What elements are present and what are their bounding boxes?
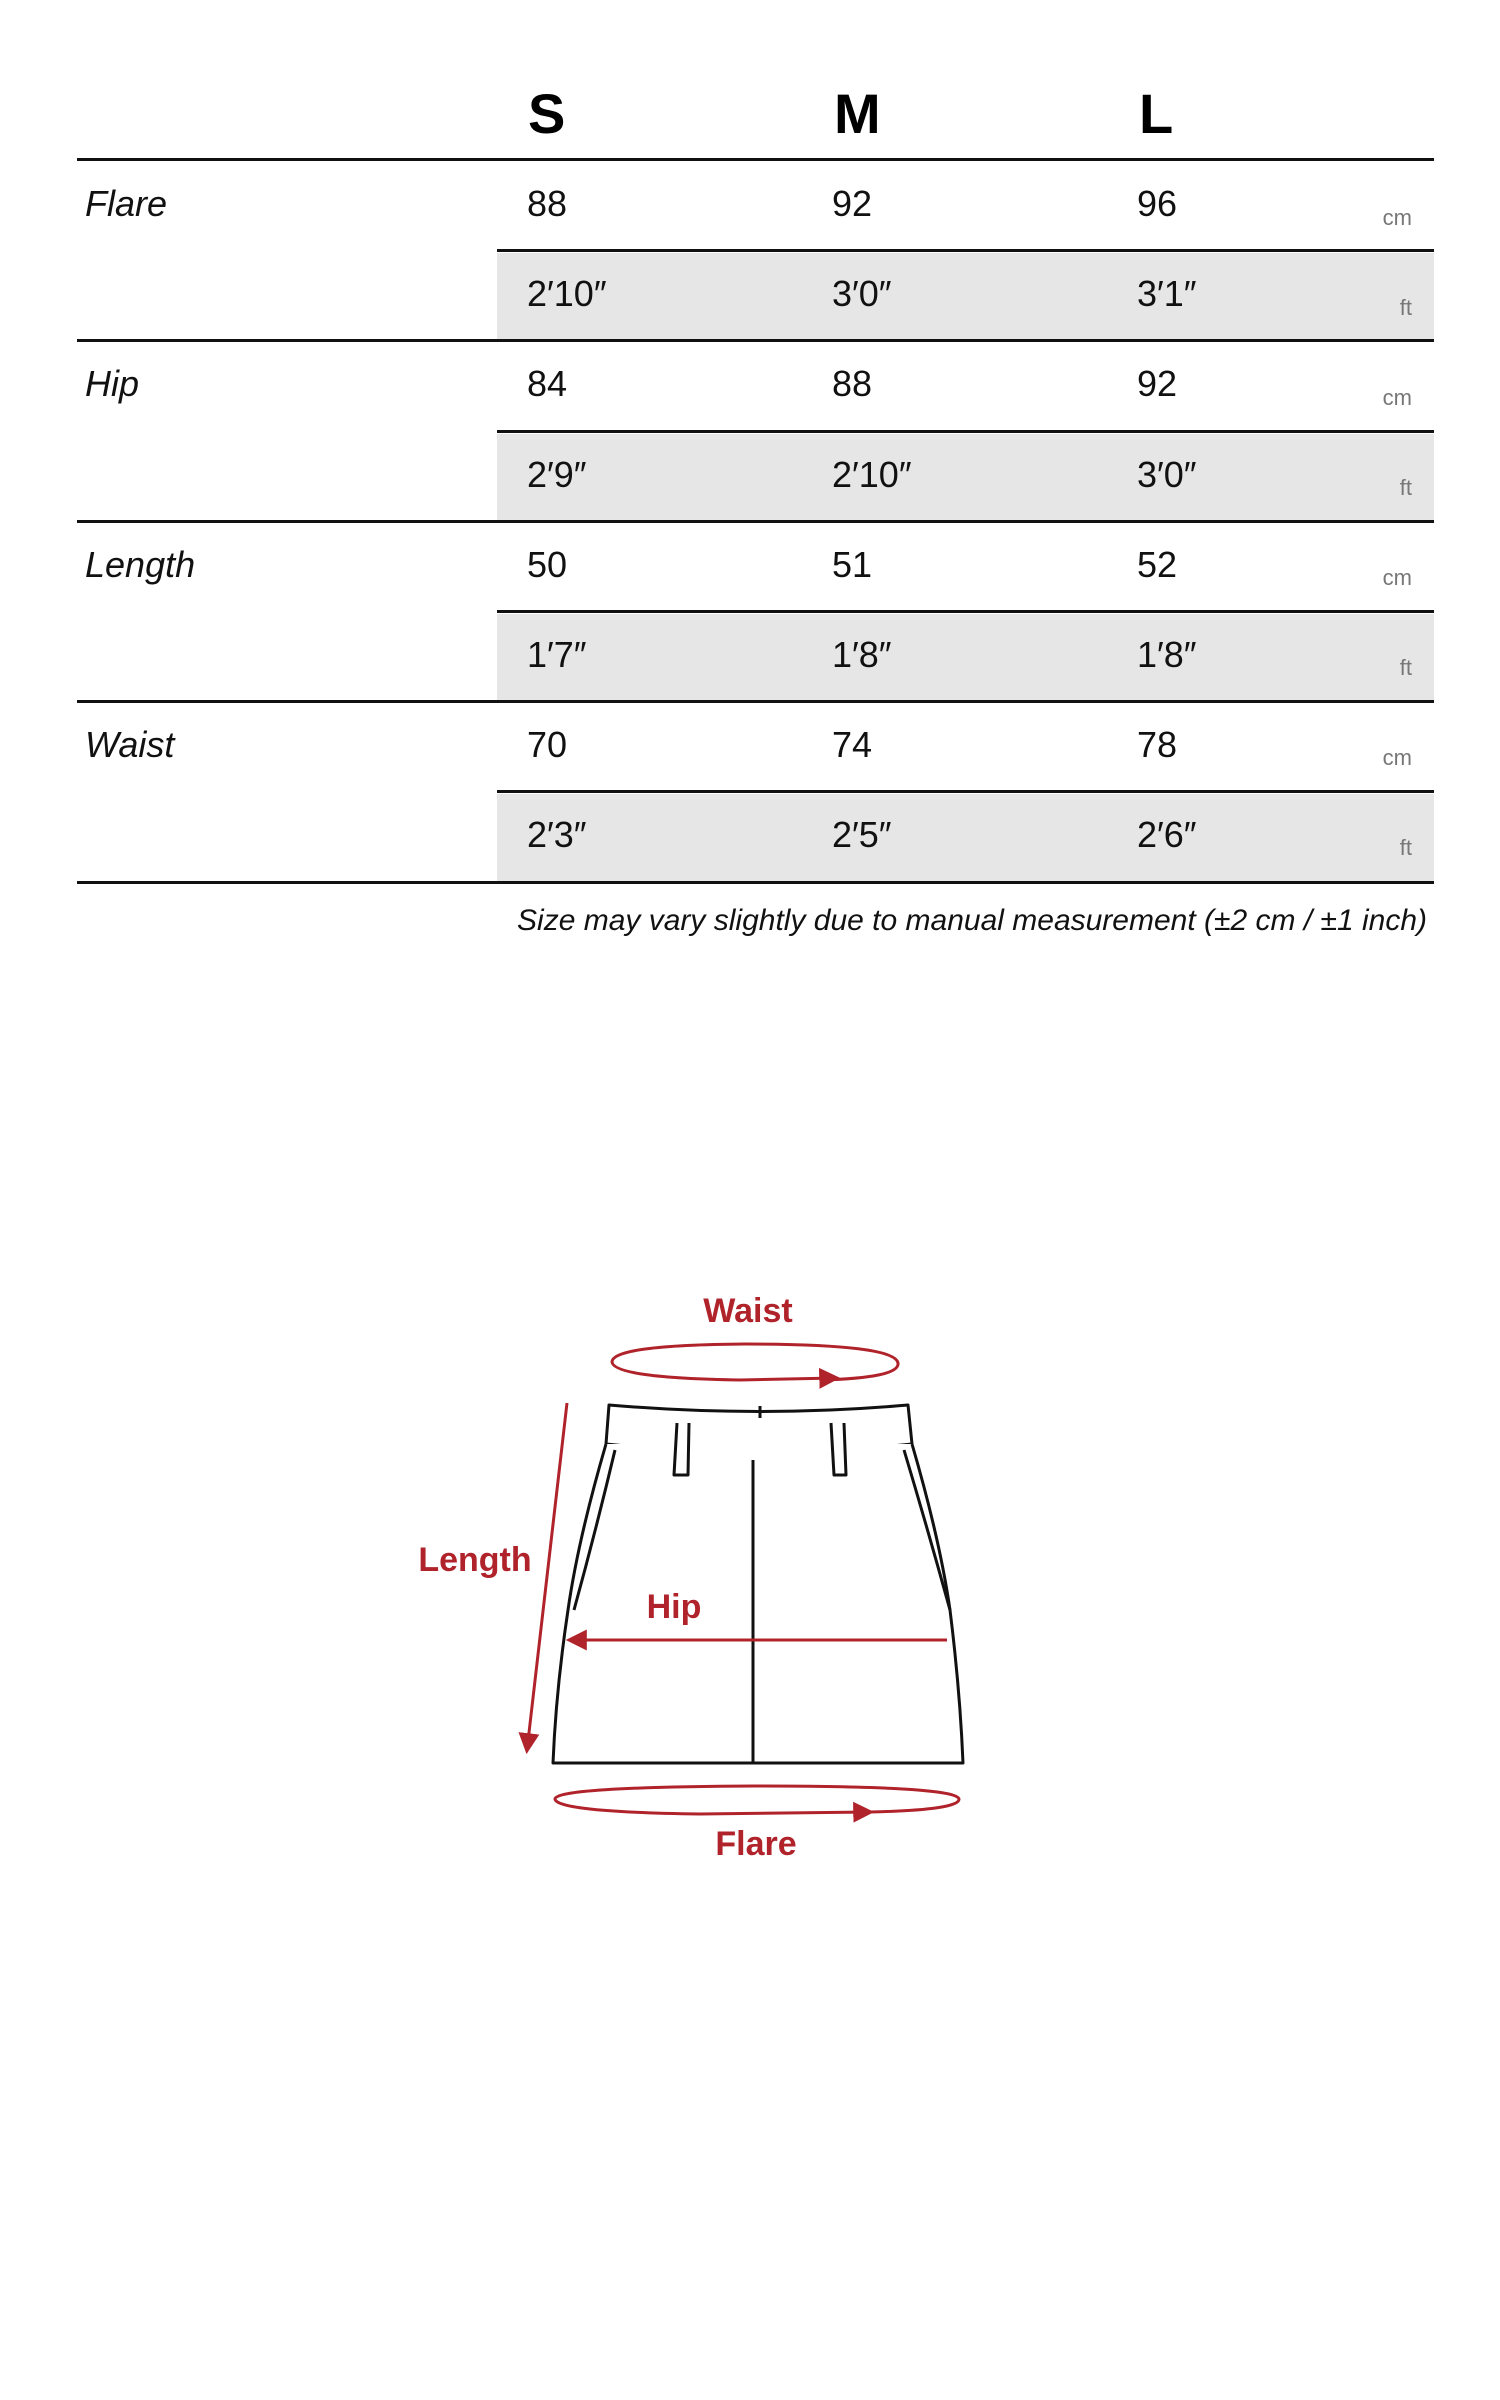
- row-label-length: Length: [85, 544, 196, 585]
- hip-m-ft: 2′10″: [832, 454, 912, 495]
- size-header-m: M: [834, 82, 881, 145]
- unit-cm: cm: [1382, 745, 1412, 770]
- hip-s-cm: 84: [527, 363, 568, 404]
- flare-diagram-label: Flare: [715, 1825, 797, 1863]
- waist-m-cm: 74: [832, 724, 873, 765]
- waist-arrow: [740, 1378, 836, 1380]
- size-header-s: S: [528, 82, 566, 145]
- flare-arrow: [700, 1812, 870, 1814]
- row-label-waist: Waist: [85, 724, 175, 765]
- waist-m-ft: 2′5″: [832, 814, 892, 855]
- row-label-hip: Hip: [85, 363, 140, 404]
- waist-l-ft: 2′6″: [1137, 814, 1197, 855]
- unit-ft: ft: [1399, 475, 1412, 500]
- length-s-ft: 1′7″: [527, 634, 587, 675]
- hip-l-cm: 92: [1137, 363, 1178, 404]
- length-m-ft: 1′8″: [832, 634, 892, 675]
- hip-l-ft: 3′0″: [1137, 454, 1197, 495]
- waist-diagram-label: Waist: [703, 1292, 793, 1330]
- unit-cm: cm: [1382, 385, 1412, 410]
- unit-cm: cm: [1382, 565, 1412, 590]
- length-m-cm: 51: [832, 544, 873, 585]
- waist-ellipse-line: [612, 1344, 898, 1380]
- hip-s-ft: 2′9″: [527, 454, 587, 495]
- measurement-note: Size may vary slightly due to manual measurement (±2 cm / ±1 inch): [517, 904, 1427, 937]
- hip-m-cm: 88: [832, 363, 873, 404]
- length-diagram-label: Length: [418, 1541, 532, 1579]
- waist-l-cm: 78: [1137, 724, 1178, 765]
- size-header-l: L: [1139, 82, 1174, 145]
- flare-ellipse-line: [555, 1786, 959, 1814]
- unit-ft: ft: [1399, 295, 1412, 320]
- length-l-ft: 1′8″: [1137, 634, 1197, 675]
- unit-ft: ft: [1399, 655, 1412, 680]
- hip-diagram-label: Hip: [646, 1588, 702, 1626]
- row-label-flare: Flare: [85, 183, 168, 224]
- flare-s-cm: 88: [527, 183, 568, 224]
- skirt-outline: [553, 1405, 963, 1763]
- flare-l-cm: 96: [1137, 183, 1178, 224]
- unit-ft: ft: [1399, 835, 1412, 860]
- unit-cm: cm: [1382, 205, 1412, 230]
- length-s-cm: 50: [527, 544, 568, 585]
- length-l-cm: 52: [1137, 544, 1178, 585]
- waist-s-ft: 2′3″: [527, 814, 587, 855]
- flare-m-ft: 3′0″: [832, 273, 892, 314]
- flare-l-ft: 3′1″: [1137, 273, 1197, 314]
- waist-s-cm: 70: [527, 724, 568, 765]
- flare-m-cm: 92: [832, 183, 873, 224]
- flare-s-ft: 2′10″: [527, 273, 607, 314]
